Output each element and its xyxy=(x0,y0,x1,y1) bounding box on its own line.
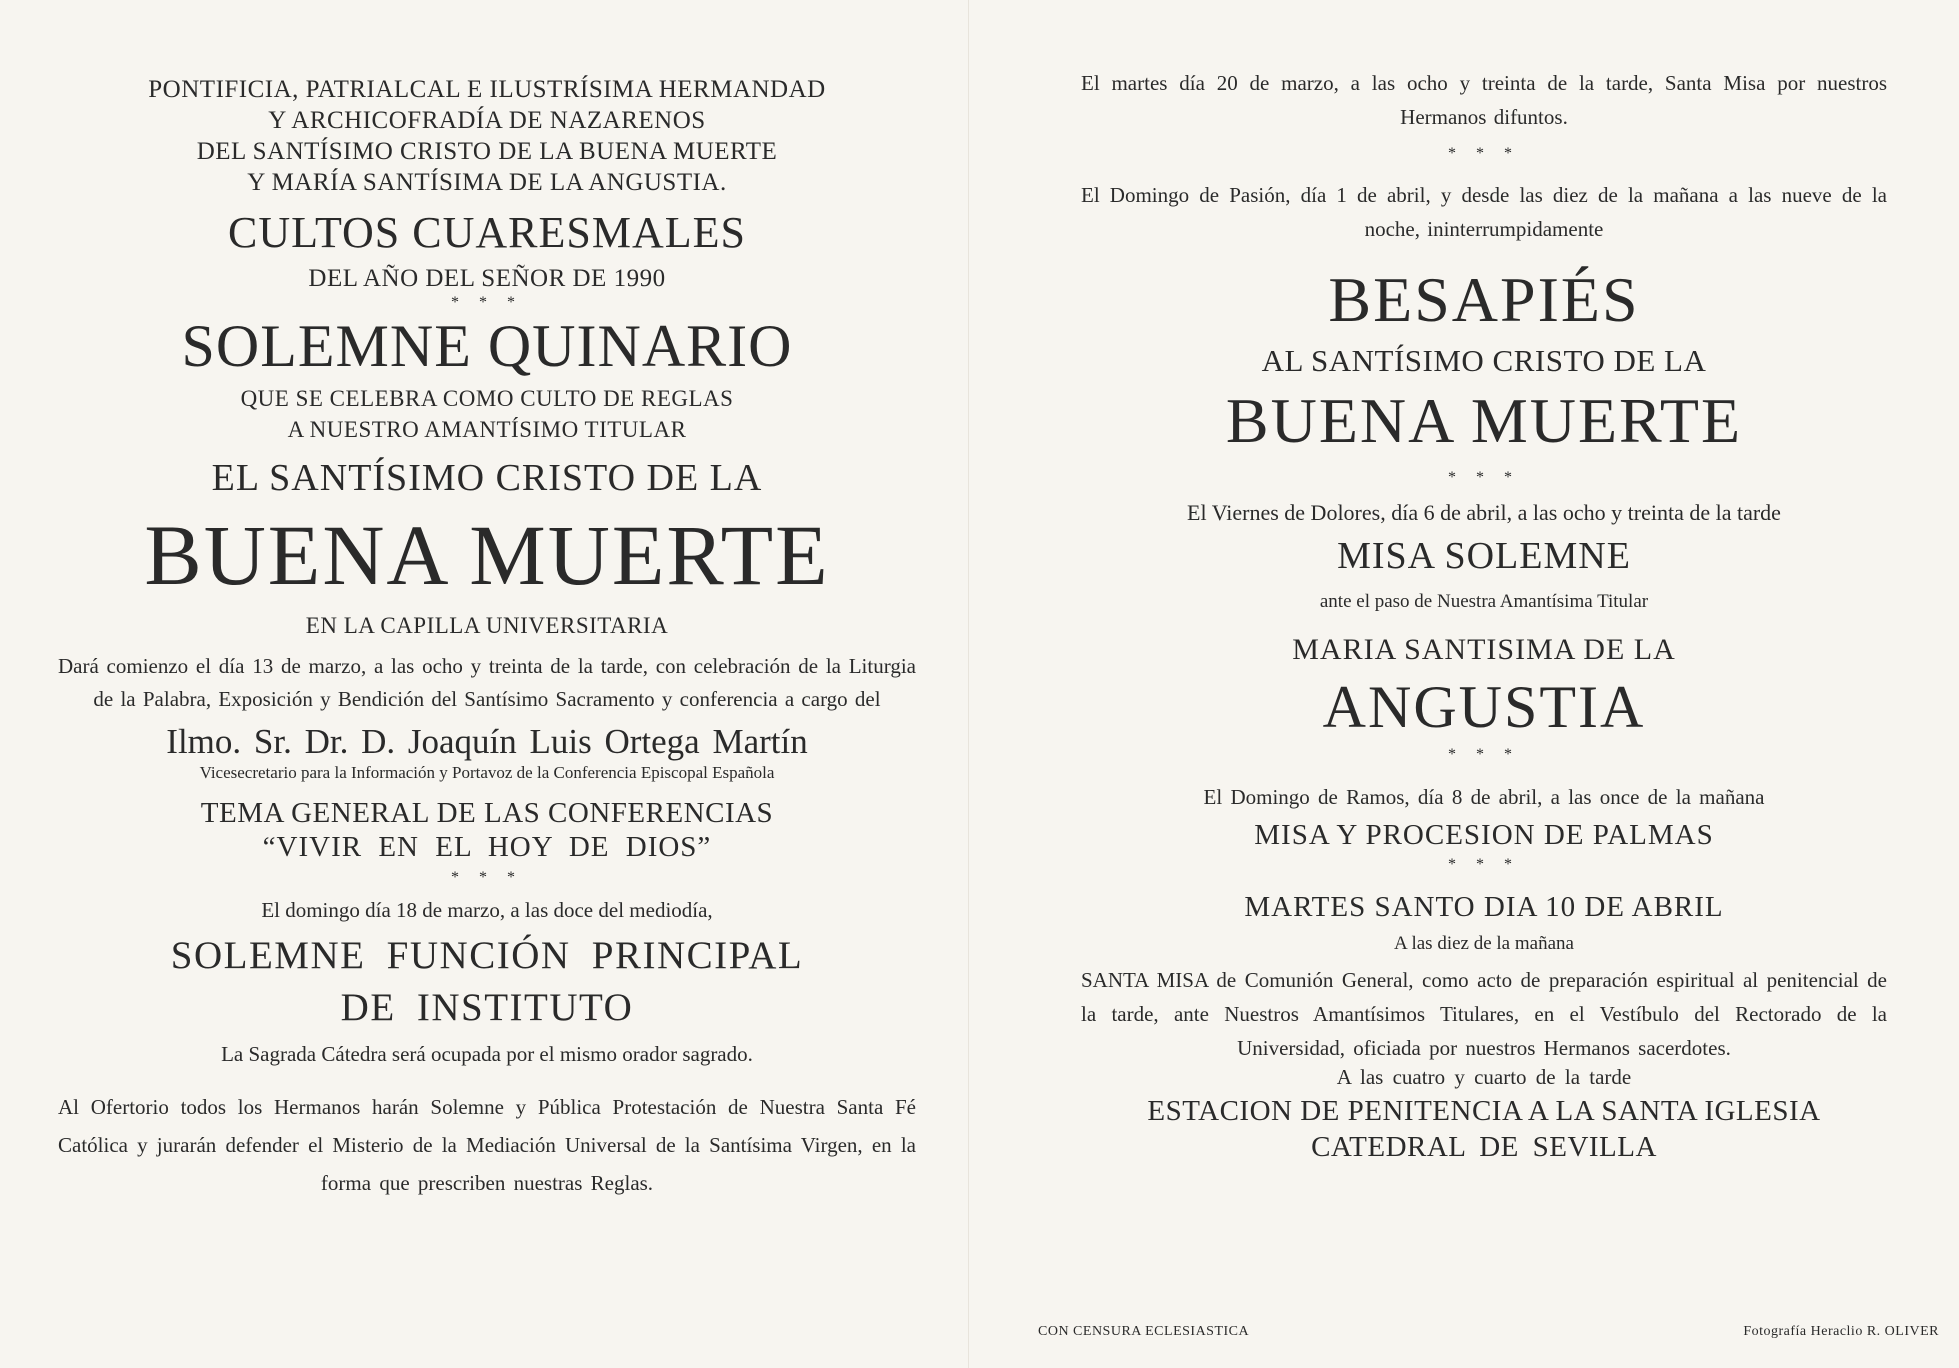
angustia-title: ANGUSTIA xyxy=(1322,674,1646,741)
speaker-role: Vicesecretario para la Información y Portavoz de la Conferencia Episcopal Española xyxy=(199,762,775,782)
separator: * * * xyxy=(451,294,523,312)
cultos-title: CULTOS CUARESMALES xyxy=(227,208,746,257)
catedra-line: La Sagrada Cátedra será ocupada por el mismo orador sagrado. xyxy=(221,1041,753,1066)
quinario-subline: A NUESTRO AMANTÍSIMO TITULAR xyxy=(287,417,687,443)
separator: * * * xyxy=(1448,469,1520,486)
cristo-line: EL SANTÍSIMO CRISTO DE LA xyxy=(211,457,763,500)
misa-solemne-title: MISA SOLEMNE xyxy=(1337,535,1631,578)
martes20-paragraph: El martes día 20 de marzo, a las ocho y treinta de la tarde, Santa Misa por nuestros Hermanos difuntos. xyxy=(1081,71,1887,129)
year-line: DEL AÑO DEL SEÑOR DE 1990 xyxy=(308,264,666,292)
speaker-name: Ilmo. Sr. Dr. D. Joaquín Luis Ortega Martín xyxy=(166,721,808,761)
right-page xyxy=(968,0,1959,1368)
estacion-title-line: CATEDRAL DE SEVILLA xyxy=(1311,1131,1657,1164)
quinario-title: SOLEMNE QUINARIO xyxy=(181,313,793,380)
funcion-title-line: SOLEMNE FUNCIÓN PRINCIPAL xyxy=(170,933,804,977)
quinario-subline: QUE SE CELEBRA COMO CULTO DE REGLAS xyxy=(240,386,734,412)
header-line: DEL SANTÍSIMO CRISTO DE LA BUENA MUERTE xyxy=(196,138,778,165)
separator: * * * xyxy=(451,868,523,886)
brotherhood-header xyxy=(58,74,916,198)
pasion-paragraph: El Domingo de Pasión, día 1 de abril, y desde las diez de la mañana a las nueve de la noche, ininterrumpidamente xyxy=(1081,183,1887,241)
separator: * * * xyxy=(1448,145,1520,162)
ramos-line: El Domingo de Ramos, día 8 de abril, a las once de la mañana xyxy=(1203,785,1765,810)
comienzo-paragraph: Dará comienzo el día 13 de marzo, a las ocho y treinta de la tarde, con celebración de la Liturgia de la Palabra, Exposición y Bendición del Santísimo Sacramento y conferencia a cargo del xyxy=(58,653,916,711)
cuatro-line: A las cuatro y cuarto de la tarde xyxy=(1336,1065,1632,1090)
estacion-title-line: ESTACION DE PENITENCIA A LA SANTA IGLESIA xyxy=(1147,1095,1821,1128)
santa-misa-paragraph: SANTA MISA de Comunión General, como acto de preparación espiritual al penitencial de la tarde, ante Nuestros Amantísimos Titulares, en el Vestíbulo del Rectorado de la Universidad, oficiada por nuestros Hermanos sacerdotes. xyxy=(1081,968,1887,1061)
buena-muerte-title: BUENA MUERTE xyxy=(1225,385,1743,456)
capilla-line: EN LA CAPILLA UNIVERSITARIA xyxy=(305,613,669,639)
ofertorio-paragraph: Al Ofertorio todos los Hermanos harán Solemne y Pública Protestación de Nuestra Santa Fé Católica y jurarán defender el Misterio de la Mediación Universal de la Santísima Virgen, en la forma que prescriben nuestras Reglas. xyxy=(58,1095,916,1196)
header-line: PONTIFICIA, PATRIALCAL E ILUSTRÍSIMA HERMANDAD xyxy=(148,76,826,103)
besapies-title: BESAPIÉS xyxy=(1328,264,1640,335)
viernes-line: El Viernes de Dolores, día 6 de abril, a las ocho y treinta de la tarde xyxy=(1187,500,1781,525)
photo-credit: Fotografía Heraclio R. OLIVER xyxy=(1743,1324,1939,1339)
funcion-title-line: DE INSTITUTO xyxy=(340,985,634,1029)
ante-paso-line: ante el paso de Nuestra Amantísima Titular xyxy=(1319,591,1649,613)
domingo-line: El domingo día 18 de marzo, a las doce del mediodía, xyxy=(261,897,713,922)
maria-line: MARIA SANTISIMA DE LA xyxy=(1292,633,1676,667)
cristo-line: AL SANTÍSIMO CRISTO DE LA xyxy=(1261,343,1707,378)
separator: * * * xyxy=(1448,746,1520,764)
martes-santo-title: MARTES SANTO DIA 10 DE ABRIL xyxy=(1244,891,1724,924)
left-page xyxy=(0,0,968,1368)
tema-title: TEMA GENERAL DE LAS CONFERENCIAS xyxy=(200,796,774,829)
header-line: Y ARCHICOFRADÍA DE NAZARENOS xyxy=(268,107,706,134)
censura-note: CON CENSURA ECLESIASTICA xyxy=(1038,1324,1250,1339)
separator: * * * xyxy=(1448,856,1520,874)
header-line: Y MARÍA SANTÍSIMA DE LA ANGUSTIA. xyxy=(247,169,727,196)
buena-muerte-title: BUENA MUERTE xyxy=(144,507,830,604)
tema-quote: “VIVIR EN EL HOY DE DIOS” xyxy=(262,830,712,863)
palmas-title: MISA Y PROCESION DE PALMAS xyxy=(1254,819,1714,852)
diez-line: A las diez de la mañana xyxy=(1394,933,1574,955)
